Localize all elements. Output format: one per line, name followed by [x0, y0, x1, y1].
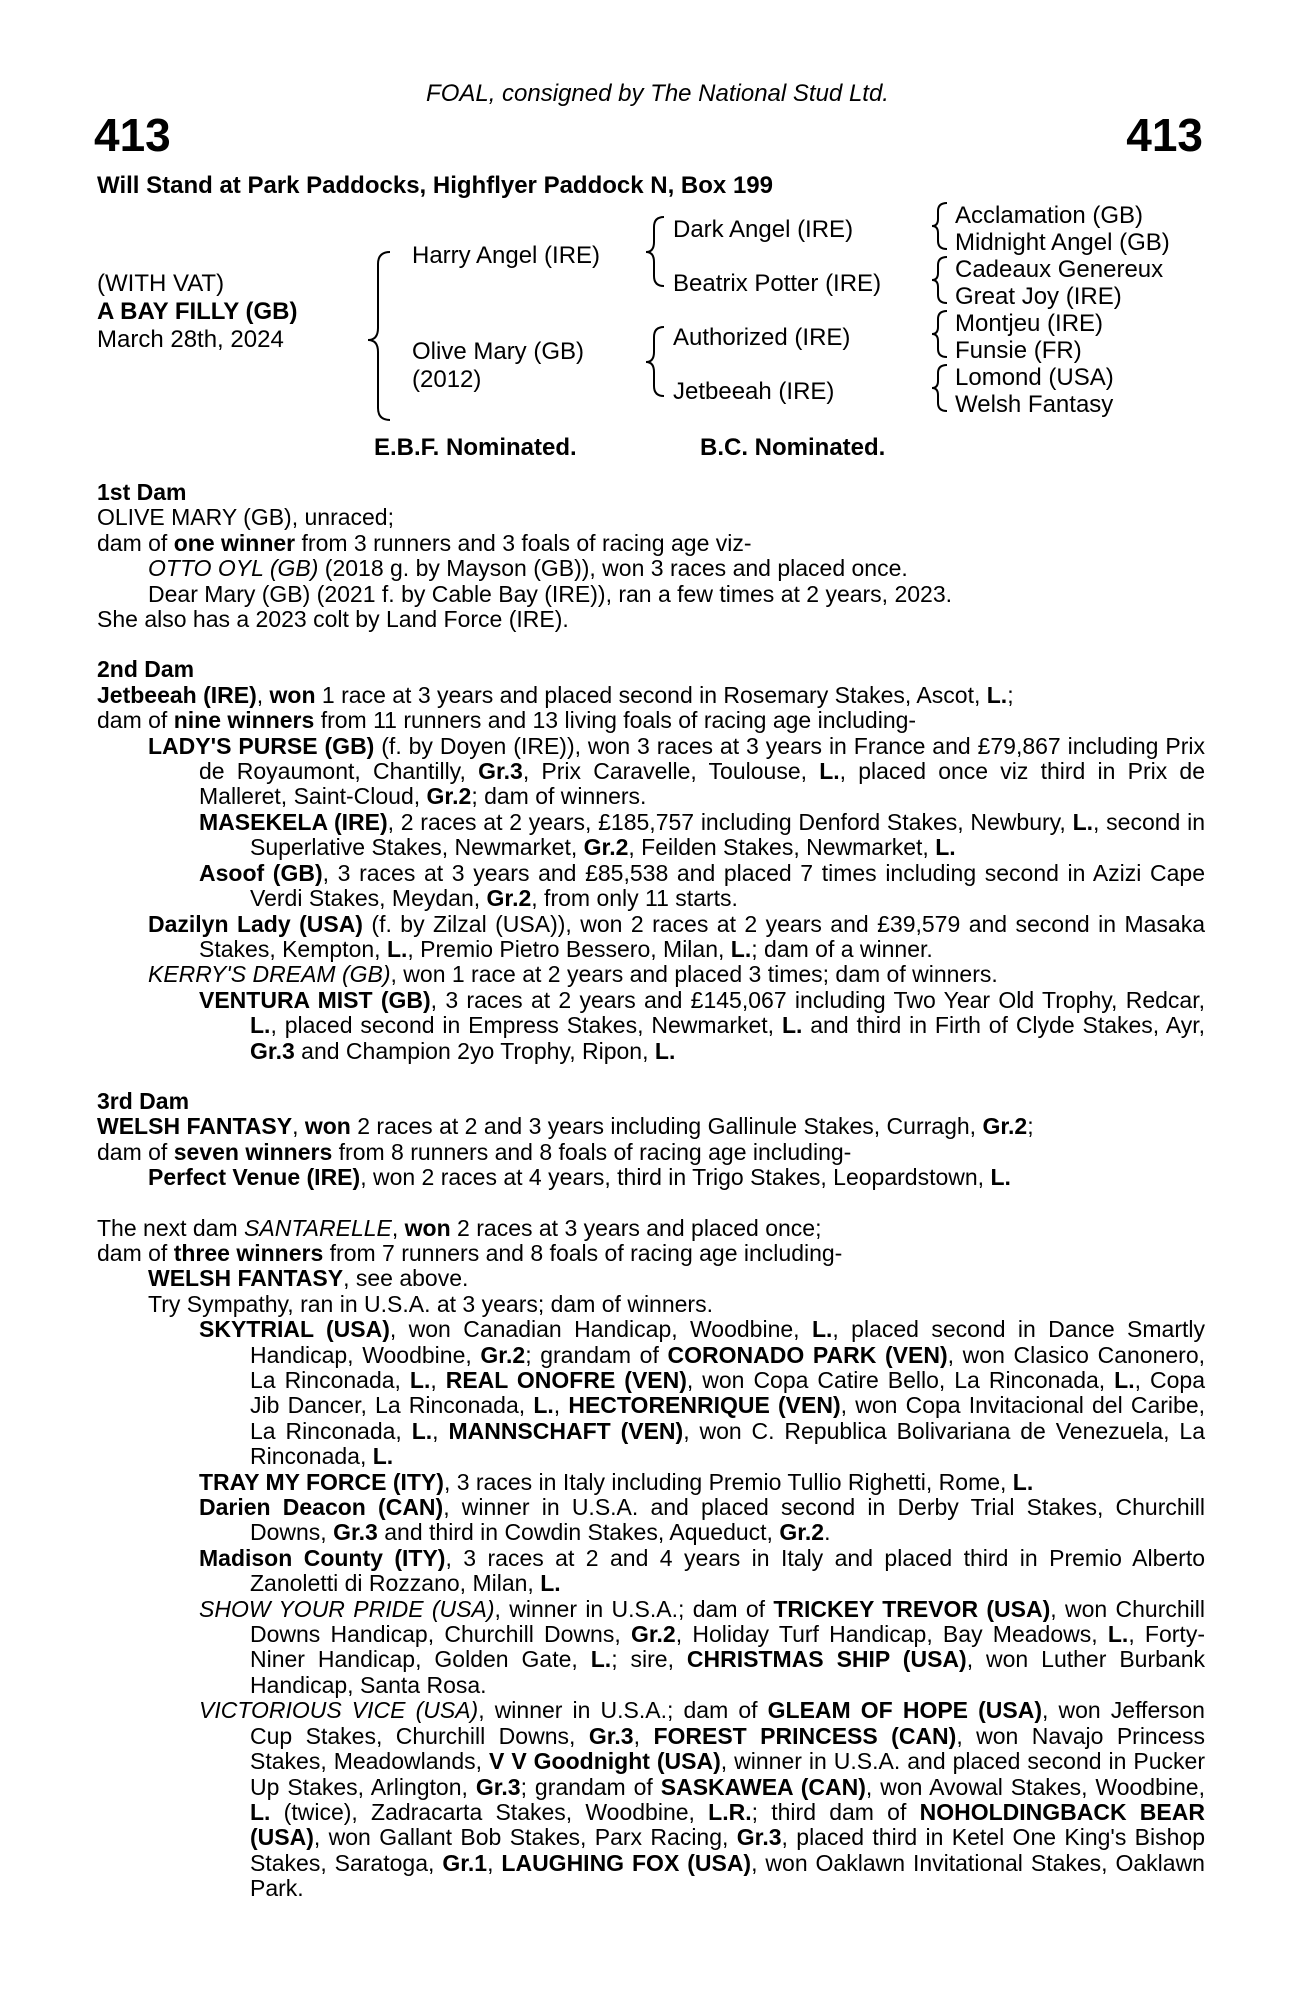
third-dam-line: WELSH FANTASY, won 2 races at 2 and 3 years including Gallinule Stakes, Curragh, Gr.2;: [97, 1113, 1034, 1140]
second-dam-produce-line: dam of nine winners from 11 runners and 13 living foals of racing age including-: [97, 707, 917, 734]
list-item: SKYTRIAL (USA), won Canadian Handicap, Woodbine, L., placed second in Dance Smartly Handicap, Woodbine, Gr.2; grandam of CORONADO PARK (VEN), won Clasico Canonero, La Rinconada, L., REAL ONOFRE (VEN), won Copa Catire Bello, La Rinconada, L., Copa Jib Dancer, La Rinconada, L., HECTORENRIQUE (VEN), won Copa Invitacional del Caribe, La Rinconada, L., MANNSCHAFT (VEN), won C. Republica Bolivariana de Venezuela, La Rinconada, L.: [199, 1316, 1206, 1470]
next-dam-line: The next dam SANTARELLE, won 2 races at 3 years and placed once;: [97, 1214, 822, 1241]
gg-6: Funsie (FR): [955, 337, 1082, 364]
ebf-nominated: E.B.F. Nominated.: [374, 434, 577, 461]
list-item: Try Sympathy, ran in U.S.A. at 3 years; dam of winners.: [148, 1290, 713, 1317]
gg-5: Montjeu (IRE): [955, 310, 1104, 337]
lot-number-left: 413: [94, 109, 171, 161]
horse-name: A BAY FILLY (GB): [97, 298, 298, 325]
list-item: LADY'S PURSE (GB) (f. by Doyen (IRE)), won 3 races at 3 years in France and £79,867 including Prix de Royaumont, Chantilly, Gr.3, Prix Caravelle, Toulouse, L., placed once viz third in Prix de Malleret, Saint-Cloud, Gr.2; dam of winners.: [148, 732, 1205, 810]
second-dam-line: Jetbeeah (IRE), won 1 race at 3 years and placed second in Rosemary Stakes, Ascot, L.;: [97, 681, 1014, 708]
dam-year: (2012): [412, 366, 482, 393]
list-item: Darien Deacon (CAN), winner in U.S.A. and placed second in Derby Trial Stakes, Churchill Downs, Gr.3 and third in Cowdin Stakes, Aqueduct, Gr.2.: [199, 1494, 1205, 1546]
gg-1: Acclamation (GB): [955, 202, 1144, 229]
sire: Harry Angel (IRE): [412, 242, 601, 269]
stabling-location: Will Stand at Park Paddocks, Highflyer Paddock N, Box 199: [97, 172, 773, 199]
list-item: SHOW YOUR PRIDE (USA), winner in U.S.A.; dam of TRICKEY TREVOR (USA), won Churchill Downs Handicap, Churchill Downs, Gr.2, Holiday Turf Handicap, Bay Meadows, L., Forty-Niner Handicap, Golden Gate, L.; sire, CHRISTMAS SHIP (USA), won Luther Burbank Handicap, Santa Rosa.: [199, 1595, 1206, 1698]
third-dam-produce-line: dam of seven winners from 8 runners and 8 foals of racing age including-: [97, 1138, 852, 1165]
list-item: Dear Mary (GB) (2021 f. by Cable Bay (IRE)), ran a few times at 2 years, 2023.: [148, 580, 953, 607]
sire-sire: Dark Angel (IRE): [673, 216, 854, 243]
list-item: Dazilyn Lady (USA) (f. by Zilzal (USA)), won 2 races at 2 years and £39,579 and second in Masaka Stakes, Kempton, L., Premio Pietro Bessero, Milan, L.; dam of a winner.: [148, 910, 1205, 962]
list-item: VENTURA MIST (GB), 3 races at 2 years and £145,067 including Two Year Old Trophy, Redcar, L., placed second in Empress Stakes, Newmarket, L. and third in Firth of Clyde Stakes, Ayr, Gr.3 and Champion 2yo Trophy, Ripon, L.: [199, 986, 1206, 1064]
gg-8: Welsh Fantasy: [955, 391, 1114, 418]
list-item: KERRY'S DREAM (GB), won 1 race at 2 years and placed 3 times; dam of winners.: [148, 961, 998, 988]
list-item: TRAY MY FORCE (ITY), 3 races in Italy including Premio Tullio Righetti, Rome, L.: [199, 1468, 1034, 1495]
list-item: Perfect Venue (IRE), won 2 races at 4 years, third in Trigo Stakes, Leopardstown, L.: [148, 1164, 1011, 1191]
first-dam-heading: 1st Dam: [97, 479, 187, 505]
foaling-date: March 28th, 2024: [97, 326, 284, 353]
list-item: MASEKELA (IRE), 2 races at 2 years, £185,757 including Denford Stakes, Newbury, L., second in Superlative Stakes, Newmarket, Gr.2, Feilden Stakes, Newmarket, L.: [199, 808, 1205, 861]
gg-3: Cadeaux Genereux: [955, 256, 1164, 283]
list-item: VICTORIOUS VICE (USA), winner in U.S.A.; dam of GLEAM OF HOPE (USA), won Jefferson Cup Stakes, Churchill Downs, Gr.3, FOREST PRINCESS (CAN), won Navajo Princess Stakes, Meadowlands, V V Goodnight (USA), winner in U.S.A. and placed second in Pucker Up Stakes, Arlington, Gr.3; grandam of SASKAWEA (CAN), won Avowal Stakes, Woodbine, L. (twice), Zadracarta Stakes, Woodbine, L.R.; third dam of NOHOLDINGBACK BEAR (USA), won Gallant Bob Stakes, Parx Racing, Gr.3, placed third in Ketel One King's Bishop Stakes, Saratoga, Gr.1, LAUGHING FOX (USA), won Oaklawn Invitational Stakes, Oaklawn Park.: [199, 1697, 1206, 1902]
third-dam-heading: 3rd Dam: [97, 1087, 190, 1114]
list-item: Madison County (ITY), 3 races at 2 and 4 years in Italy and placed third in Premio Alberto Zanoletti di Rozzano, Milan, L.: [199, 1544, 1205, 1597]
list-item: OTTO OYL (GB) (2018 g. by Mayson (GB)), won 3 races and placed once.: [148, 555, 908, 582]
sire-dam: Beatrix Potter (IRE): [673, 270, 882, 297]
gg-7: Lomond (USA): [955, 364, 1114, 391]
first-dam-produce-line: dam of one winner from 3 runners and 3 foals of racing age viz-: [97, 529, 752, 556]
lot-number-right: 413: [1126, 109, 1203, 161]
bc-nominated: B.C. Nominated.: [700, 434, 886, 461]
vat-note: (WITH VAT): [97, 270, 225, 297]
second-dam-heading: 2nd Dam: [97, 656, 195, 683]
dam: Olive Mary (GB): [412, 338, 585, 365]
gg-4: Great Joy (IRE): [955, 283, 1122, 310]
list-item: WELSH FANTASY, see above.: [148, 1265, 469, 1292]
consignment-line: FOAL, consigned by The National Stud Ltd.: [426, 80, 889, 107]
list-item: Asoof (GB), 3 races at 3 years and £85,538 and placed 7 times including second in Azizi Cape Verdi Stakes, Meydan, Gr.2, from only 11 starts.: [199, 859, 1205, 912]
produce-record: [97, 480, 1205, 1902]
first-dam-line: OLIVE MARY (GB), unraced;: [97, 504, 394, 531]
dam-dam: Jetbeeah (IRE): [673, 378, 835, 405]
gg-2: Midnight Angel (GB): [955, 229, 1170, 256]
dam-sire: Authorized (IRE): [673, 324, 851, 351]
list-item: She also has a 2023 colt by Land Force (IRE).: [97, 606, 569, 633]
next-dam-produce-line: dam of three winners from 7 runners and 8 foals of racing age including-: [97, 1239, 843, 1266]
